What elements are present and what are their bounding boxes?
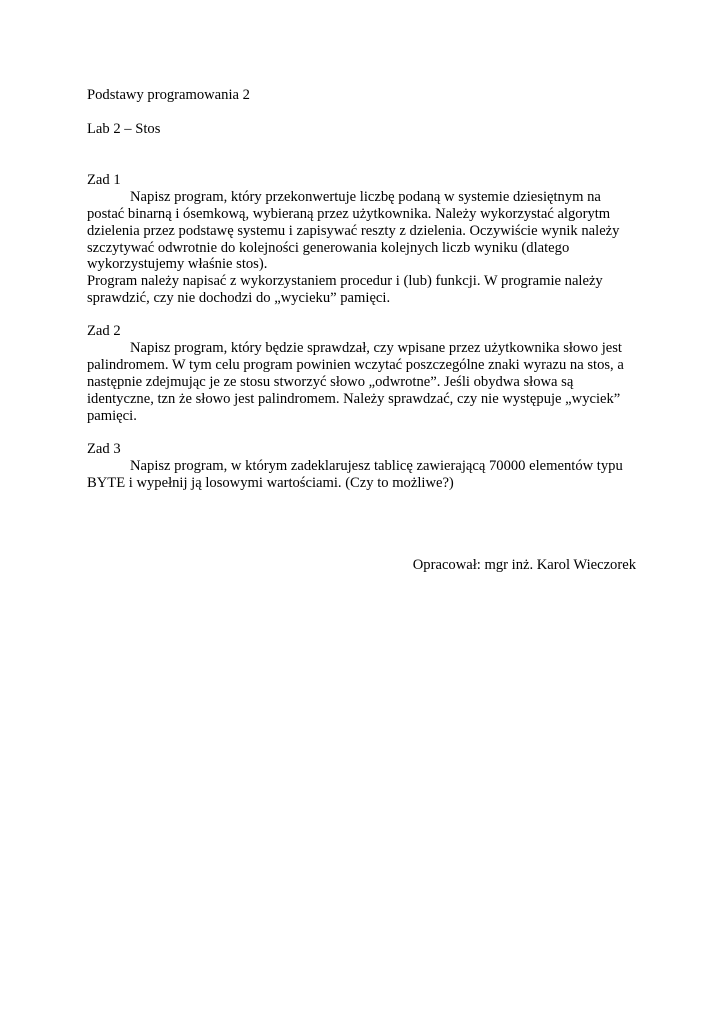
task-3-heading: Zad 3 bbox=[87, 441, 121, 457]
task-1-line: postać binarną i ósemkową, wybieraną przez użytkownika. Należy wykorzystać algorytm bbox=[87, 206, 611, 222]
task-2-line: identyczne, tzn że słowo jest palindromem. Należy sprawdzać, czy nie występuje „wyciek” bbox=[87, 391, 621, 407]
task-1-line: dzielenia przez podstawę systemu i zapisywać reszty z dzielenia. Oczywiście wynik należy bbox=[87, 223, 620, 239]
lab-title: Lab 2 – Stos bbox=[87, 121, 161, 137]
task-1-line: Program należy napisać z wykorzystaniem procedur i (lub) funkcji. W programie należy bbox=[87, 273, 603, 289]
task-1-line: Napisz program, który przekonwertuje liczbę podaną w systemie dziesiętnym na bbox=[130, 189, 601, 205]
task-2-line: palindromem. W tym celu program powinien wczytać poszczególne znaki wyrazu na stos, a bbox=[87, 357, 624, 373]
task-1-heading: Zad 1 bbox=[87, 172, 121, 188]
task-1-line: szczytywać odwrotnie do kolejności generowania kolejnych liczb wyniku (dlatego bbox=[87, 240, 570, 256]
task-1-line: sprawdzić, czy nie dochodzi do „wycieku” pamięci. bbox=[87, 290, 391, 306]
task-1-line: wykorzystujemy właśnie stos). bbox=[87, 256, 268, 272]
task-2-line: następnie zdejmując je ze stosu stworzyć słowo „odwrotne”. Jeśli obydwa słowa są bbox=[87, 374, 574, 390]
author-signature: Opracował: mgr inż. Karol Wieczorek bbox=[412, 557, 636, 573]
task-2-line: pamięci. bbox=[87, 408, 137, 424]
task-2-line: Napisz program, który będzie sprawdzał, czy wpisane przez użytkownika słowo jest bbox=[130, 340, 622, 356]
task-2-heading: Zad 2 bbox=[87, 323, 121, 339]
task-3-line: Napisz program, w którym zadeklarujesz tablicę zawierającą 70000 elementów typu bbox=[130, 458, 623, 474]
course-title: Podstawy programowania 2 bbox=[87, 87, 250, 103]
task-3-line: BYTE i wypełnij ją losowymi wartościami. (Czy to możliwe?) bbox=[87, 475, 454, 491]
